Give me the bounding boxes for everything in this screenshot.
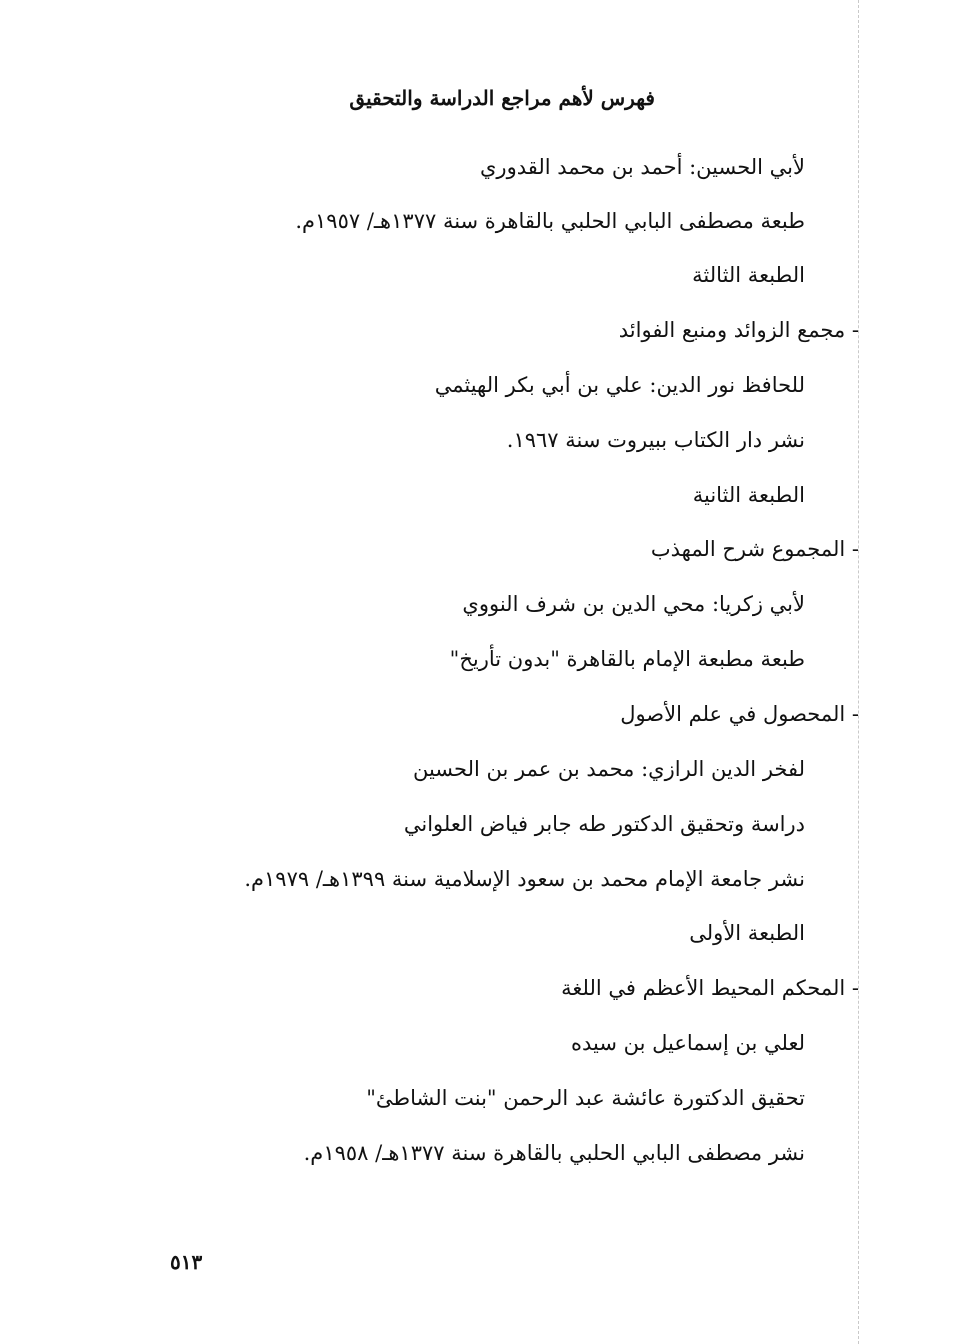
line-9: لأبي زكريا: محي الدين بن شرف النووي [462, 592, 805, 616]
line-19: نشر مصطفى البابي الحلبي بالقاهرة سنة ١٣٧٧هـ/ ١٩٥٨م. [303, 1141, 805, 1165]
line-15: الطبعة الأولى [689, 921, 805, 945]
line-5: للحافظ نور الدين: علي بن أبي بكر الهيثمي [434, 373, 805, 397]
page-number: ٥١٣ [170, 1250, 203, 1274]
line-10: طبعة مطبعة الإمام بالقاهرة "بدون تأريخ" [449, 647, 805, 671]
entry-title-majma-al-zawaid: - مجمع الزوائد ومنبع الفوائد [618, 318, 859, 342]
line-13: دراسة وتحقيق الدكتور طه جابر فياض العلواني [403, 812, 805, 836]
line-18: تحقيق الدكتورة عائشة عبد الرحمن "بنت الشاطئ" [366, 1086, 805, 1110]
entry-title-al-muhkam: - المحكم المحيط الأعظم في اللغة [561, 976, 859, 1000]
page-header: فهرس لأهم مراجع الدراسة والتحقيق [349, 86, 655, 110]
line-14: نشر جامعة الإمام محمد بن سعود الإسلامية سنة ١٣٩٩هـ/ ١٩٧٩م. [244, 867, 805, 891]
line-2: طبعة مصطفى البابي الحلبي بالقاهرة سنة ١٣٧٧هـ/ ١٩٥٧م. [295, 209, 805, 233]
line-12: لفخر الدين الرازي: محمد بن عمر بن الحسين [412, 757, 805, 781]
line-7: الطبعة الثانية [692, 483, 805, 507]
entry-title-al-mahsul: - المحصول في علم الأصول [620, 702, 859, 726]
line-1: لأبي الحسين: أحمد بن محمد القدوري [480, 155, 805, 179]
line-6: نشر دار الكتاب ببيروت سنة ١٩٦٧. [506, 428, 805, 452]
line-3: الطبعة الثالثة [692, 263, 805, 287]
line-17: لعلي بن إسماعيل بن سيده [570, 1031, 805, 1055]
entry-title-al-majmu: - المجموع شرح المهذب [650, 537, 859, 561]
scan-edge-line [858, 0, 859, 1344]
